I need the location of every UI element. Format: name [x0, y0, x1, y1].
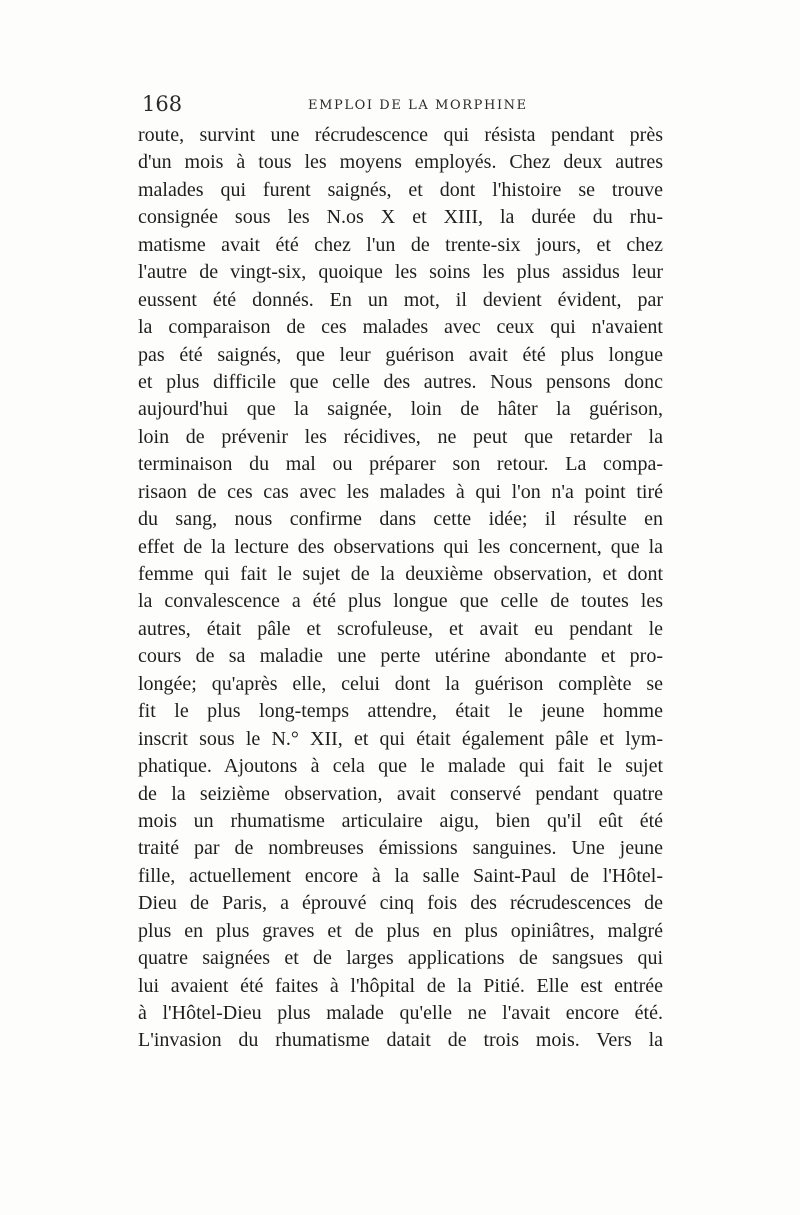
text-line: la convalescence a été plus longue que celle de toutes les [138, 590, 663, 613]
page-number: 168 [142, 92, 183, 116]
text-line: d'un mois à tous les moyens employés. Chez deux autres [138, 151, 663, 174]
text-line: plus en plus graves et de plus en plus opiniâtres, malgré [138, 919, 663, 942]
text-line: pas été saignés, que leur guérison avait été plus longue [138, 343, 663, 366]
text-line: à l'Hôtel-Dieu plus malade qu'elle ne l'avait encore été. [138, 1002, 663, 1024]
text-line: phatique. Ajoutons à cela que le malade qui fait le sujet [138, 755, 663, 778]
text-line: et plus difficile que celle des autres. Nous pensons donc [138, 370, 663, 393]
text-line: aujourd'hui que la saignée, loin de hâter la guérison, [138, 398, 663, 421]
text-line: du sang, nous confirme dans cette idée; il résulte en [138, 508, 663, 531]
text-line: matisme avait été chez l'un de trente-six jours, et chez [138, 233, 663, 256]
text-line: route, survint une récrudescence qui résista pendant près [138, 124, 663, 146]
text-line: la comparaison de ces malades avec ceux qui n'avaient [138, 316, 663, 339]
text-line: mois un rhumatisme articulaire aigu, bien qu'il eût été [138, 809, 663, 832]
running-head [138, 92, 663, 122]
text-line: traité par de nombreuses émissions sanguines. Une jeune [138, 837, 663, 860]
text-line: cours de sa maladie une perte utérine abondante et pro- [138, 645, 663, 668]
text-line: malades qui furent saignés, et dont l'histoire se trouve [138, 178, 663, 201]
text-line: fit le plus long-temps attendre, était le jeune homme [138, 700, 663, 723]
text-line: consignée sous les N.os X et XIII, la durée du rhu- [138, 206, 663, 229]
text-line: risaon de ces cas avec les malades à qui l'on n'a point tiré [138, 480, 663, 503]
running-title: EMPLOI DE LA MORPHINE [308, 98, 528, 113]
body-text [138, 122, 663, 1055]
text-line: inscrit sous le N.° XII, et qui était également pâle et lym- [138, 727, 663, 750]
text-line: autres, était pâle et scrofuleuse, et avait eu pendant le [138, 617, 663, 640]
text-line: L'invasion du rhumatisme datait de trois mois. Vers la [138, 1029, 663, 1052]
text-line: de la seizième observation, avait conservé pendant quatre [138, 782, 663, 805]
text-line: lui avaient été faites à l'hôpital de la Pitié. Elle est entrée [138, 974, 663, 997]
text-line: l'autre de vingt-six, quoique les soins les plus assidus leur [138, 261, 663, 284]
text-line: eussent été donnés. En un mot, il devient évident, par [138, 288, 663, 311]
text-line: loin de prévenir les récidives, ne peut que retarder la [138, 425, 663, 448]
text-line: longée; qu'après elle, celui dont la guérison complète se [138, 672, 663, 695]
text-line: quatre saignées et de larges applications de sangsues qui [138, 947, 663, 970]
text-line: effet de la lecture des observations qui les concernent, que la [138, 535, 663, 558]
text-line: Dieu de Paris, a éprouvé cinq fois des récrudescences de [138, 892, 663, 915]
text-line: femme qui fait le sujet de la deuxième observation, et dont [138, 563, 663, 585]
text-line: terminaison du mal ou préparer son retour. La compa- [138, 453, 663, 476]
text-line: fille, actuellement encore à la salle Saint-Paul de l'Hôtel- [138, 864, 663, 887]
